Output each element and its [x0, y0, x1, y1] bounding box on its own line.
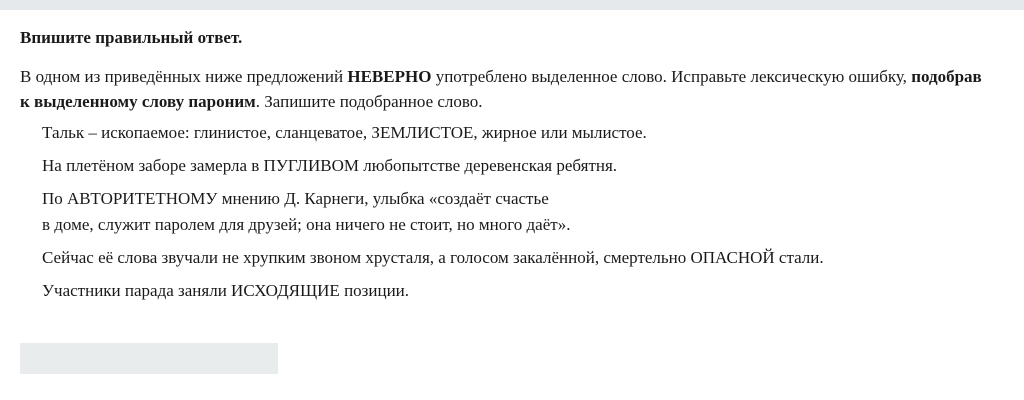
sentence-list	[20, 120, 1000, 304]
instruction-bold-3: к выделенному слову пароним	[20, 92, 256, 111]
answer-input[interactable]	[20, 343, 278, 374]
sentence-5: Участники парада заняли ИСХОДЯЩИЕ позиции.	[42, 281, 410, 300]
task-instruction	[20, 64, 1000, 114]
instruction-text-1: В одном из приведённых ниже предложений	[20, 67, 348, 86]
sentence-1: Тальк – ископаемое: глинистое, сланцеватое, ЗЕМЛИСТОЕ, жирное или мылистое.	[42, 123, 647, 142]
task-title: Впишите правильный ответ.	[20, 28, 243, 47]
sentence-2: На плетёном заборе замерла в ПУГЛИВОМ любопытстве деревенская ребятня.	[42, 156, 618, 175]
top-bar	[0, 0, 1024, 10]
instruction-text-3: . Запишите подобранное слово.	[255, 92, 483, 111]
sentence-3: По АВТОРИТЕТНОМУ мнению Д. Карнеги, улыбка «создаёт счастье в доме, служит паролем для друзей; она ничего не стоит, но много даёт».	[42, 189, 571, 234]
task-content	[20, 27, 1000, 311]
instruction-bold-1: НЕВЕРНО	[347, 67, 432, 86]
instruction-bold-2: подобрав	[911, 67, 982, 86]
instruction-text-2: употреблено выделенное слово. Исправьте лексическую ошибку,	[431, 67, 912, 86]
sentence-4: Сейчас её слова звучали не хрупким звоном хрусталя, а голосом закалённой, смертельно ОПАСНОЙ стали.	[42, 248, 824, 267]
